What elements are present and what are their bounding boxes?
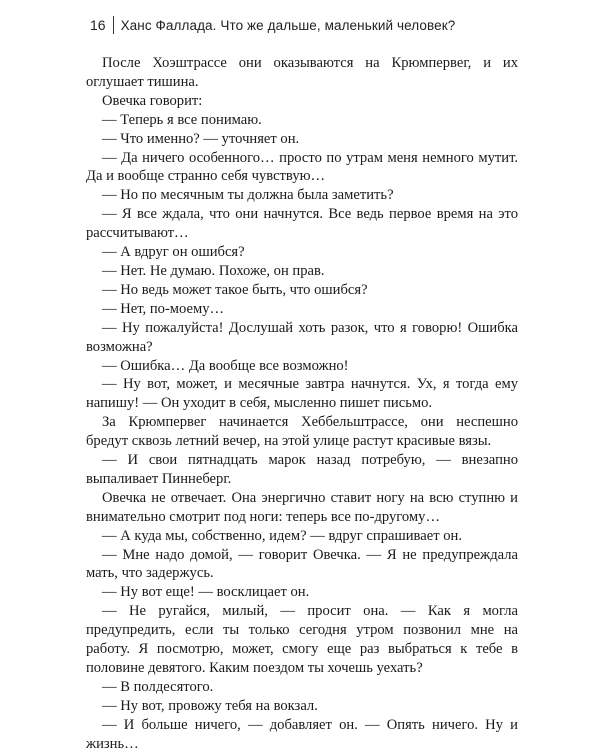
running-title: Ханс Фаллада. Что же дальше, маленький человек? xyxy=(120,17,456,33)
paragraph: — Да ничего особенного… просто по утрам меня немного мутит. Да и вообще странно себя чувствую… xyxy=(86,149,518,185)
paragraph: — А вдруг он ошибся? xyxy=(102,244,245,261)
paragraph: — Теперь я все понимаю. xyxy=(102,111,262,128)
paragraph: — Что именно? — уточняет он. xyxy=(102,130,300,147)
paragraph: — Я все ждала, что они начнутся. Все ведь первое время на это рассчитывают… xyxy=(86,206,518,242)
running-header xyxy=(90,14,540,36)
paragraph: — В полдесятого. xyxy=(102,678,214,695)
paragraph: После Хоэштрассе они оказываются на Крюмпервег, и их оглушает тишина. xyxy=(86,55,518,90)
paragraph: За Крюмпервег начинается Хеббельштрассе, они неспешно бредут сквозь летний вечер, на этой улице растут красивые вязы. xyxy=(86,414,518,450)
page-number: 16 xyxy=(90,17,106,33)
paragraph: — Ну пожалуйста! Дослушай хоть разок, что я говорю! Ошибка возможна? xyxy=(86,319,518,355)
header-divider xyxy=(113,16,114,34)
paragraph: — Не ругайся, милый, — просит она. — Как я могла предупредить, если ты только сегодня утром позвонил мне на работу. Я посмотрю, может, смогу еще раз выбраться к тебе в половине девятого. Каким поездом ты хочешь уехать? xyxy=(86,603,518,676)
paragraph: — Но по месячным ты должна была заметить? xyxy=(102,187,394,204)
paragraph: Овечка не отвечает. Она энергично ставит ногу на всю ступню и внимательно смотрит под ноги: теперь все по-другому… xyxy=(86,489,518,525)
paragraph: — И больше ничего, — добавляет он. — Опять ничего. Ну и жизнь… xyxy=(86,716,518,752)
paragraph: — Ну вот, может, и месячные завтра начнутся. Ух, я тогда ему напишу! — Он уходит в себя, мысленно пишет письмо. xyxy=(86,376,518,412)
paragraph: — И свои пятнадцать марок назад потребую, — внезапно выпаливает Пиннеберг. xyxy=(86,452,518,487)
paragraph: — Мне надо домой, — говорит Овечка. — Я не предупреждала мать, что задержусь. xyxy=(86,546,518,582)
paragraph: — Нет, по-моему… xyxy=(102,300,225,317)
paragraph: — Ну вот еще! — восклицает он. xyxy=(102,584,310,601)
paragraph: — Но ведь может такое быть, что ошибся? xyxy=(102,281,368,298)
paragraph: Овечка говорит: xyxy=(102,92,203,109)
body-text xyxy=(86,54,518,754)
paragraph: — Ошибка… Да вообще все возможно! xyxy=(102,357,349,374)
paragraph: — Ну вот, провожу тебя на вокзал. xyxy=(102,697,318,714)
paragraph: — А куда мы, собственно, идем? — вдруг спрашивает он. xyxy=(102,527,462,544)
paragraph: — Нет. Не думаю. Похоже, он прав. xyxy=(102,262,325,279)
